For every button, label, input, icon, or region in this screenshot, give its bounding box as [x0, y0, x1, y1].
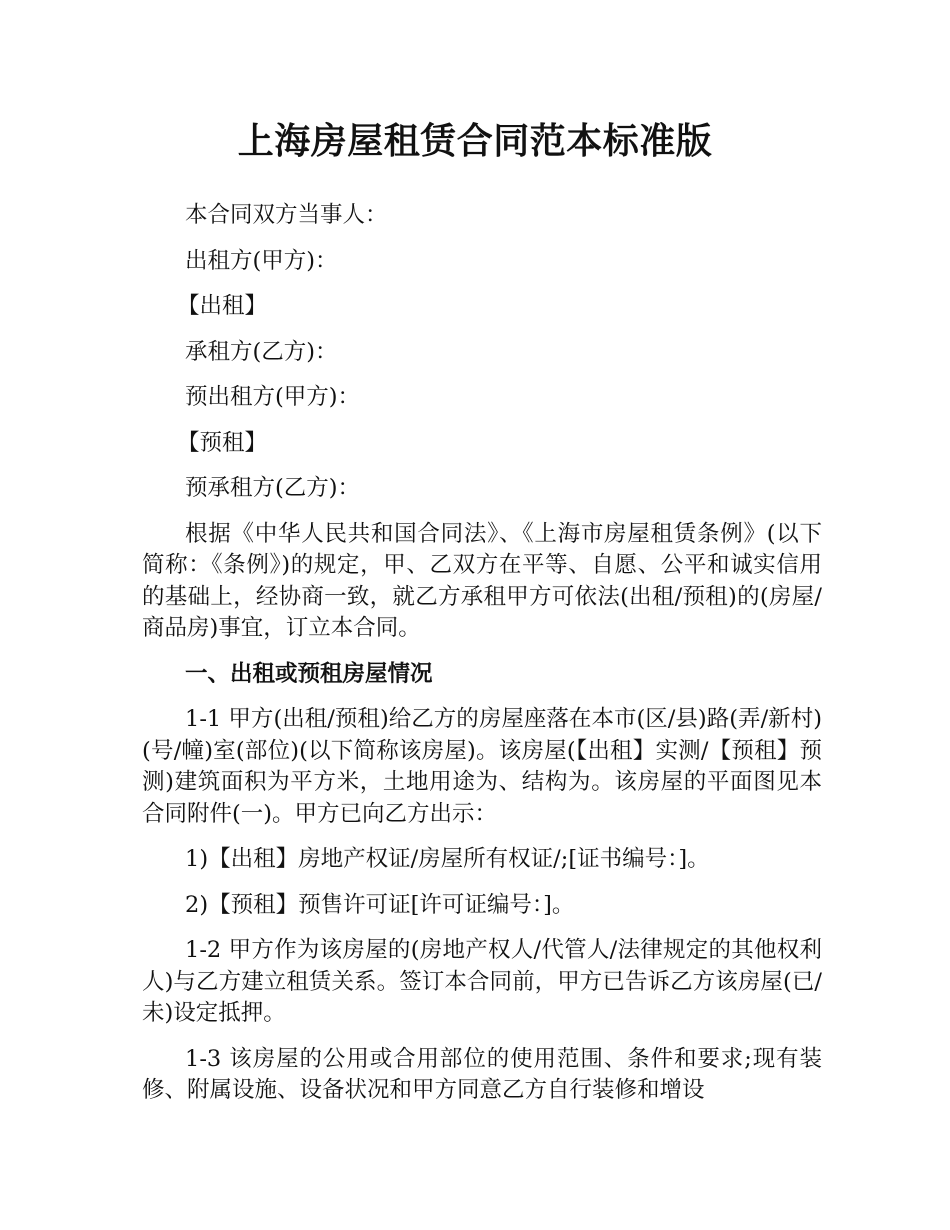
item-2: 2)【预租】预售许可证[许可证编号：]。 [185, 891, 575, 918]
document-title: 上海房屋租赁合同范本标准版 [237, 121, 713, 162]
clause-1-3: 1-3 该房屋的公用或合用部位的使用范围、条件和要求;现有装修、附属设施、设备状况和甲方同意乙方自行装修和增设 [142, 1045, 822, 1103]
document-body [142, 200, 822, 1107]
section-1-heading: 一、出租或预租房屋情况 [185, 660, 433, 687]
pre-lessee-label: 预承租方(乙方)： [185, 475, 361, 501]
item-1: 1)【出租】房地产权证/房屋所有权证/;[证书编号：]。 [185, 846, 710, 872]
lessor-label: 出租方(甲方)： [185, 247, 338, 274]
pre-lessor-label: 预出租方(甲方)： [185, 384, 361, 410]
lessee-label: 承租方(乙方)： [185, 338, 338, 365]
pre-lease-tag: 【预租】 [177, 429, 268, 456]
preamble-paragraph: 根据《中华人民共和国合同法》、《上海市房屋租赁条例》(以下简称：《条例》)的规定，甲、乙双方在平等、自愿、公平和诚实信用的基础上，经协商一致，就乙方承租甲方可依法(出租/预租)的(房屋/商品房)事宜，订立本合同。 [142, 520, 822, 641]
lessor-tag: 【出租】 [177, 293, 268, 319]
clause-1-2: 1-2 甲方作为该房屋的(房地产权人/代管人/法律规定的其他权利人)与乙方建立租赁关系。签订本合同前，甲方已告诉乙方该房屋(已/未)设定抵押。 [142, 937, 822, 1026]
clause-1-1: 1-1 甲方(出租/预租)给乙方的房屋座落在本市(区/县)路(弄/新村)(号/幢)室(部位)(以下简称该房屋)。该房屋(【出租】实测/【预租】预测)建筑面积为平方米，土地用途为、结构为。该房屋的平面图见本合同附件(一)。甲方已向乙方出示： [142, 706, 822, 827]
parties-intro: 本合同双方当事人： [185, 202, 388, 228]
